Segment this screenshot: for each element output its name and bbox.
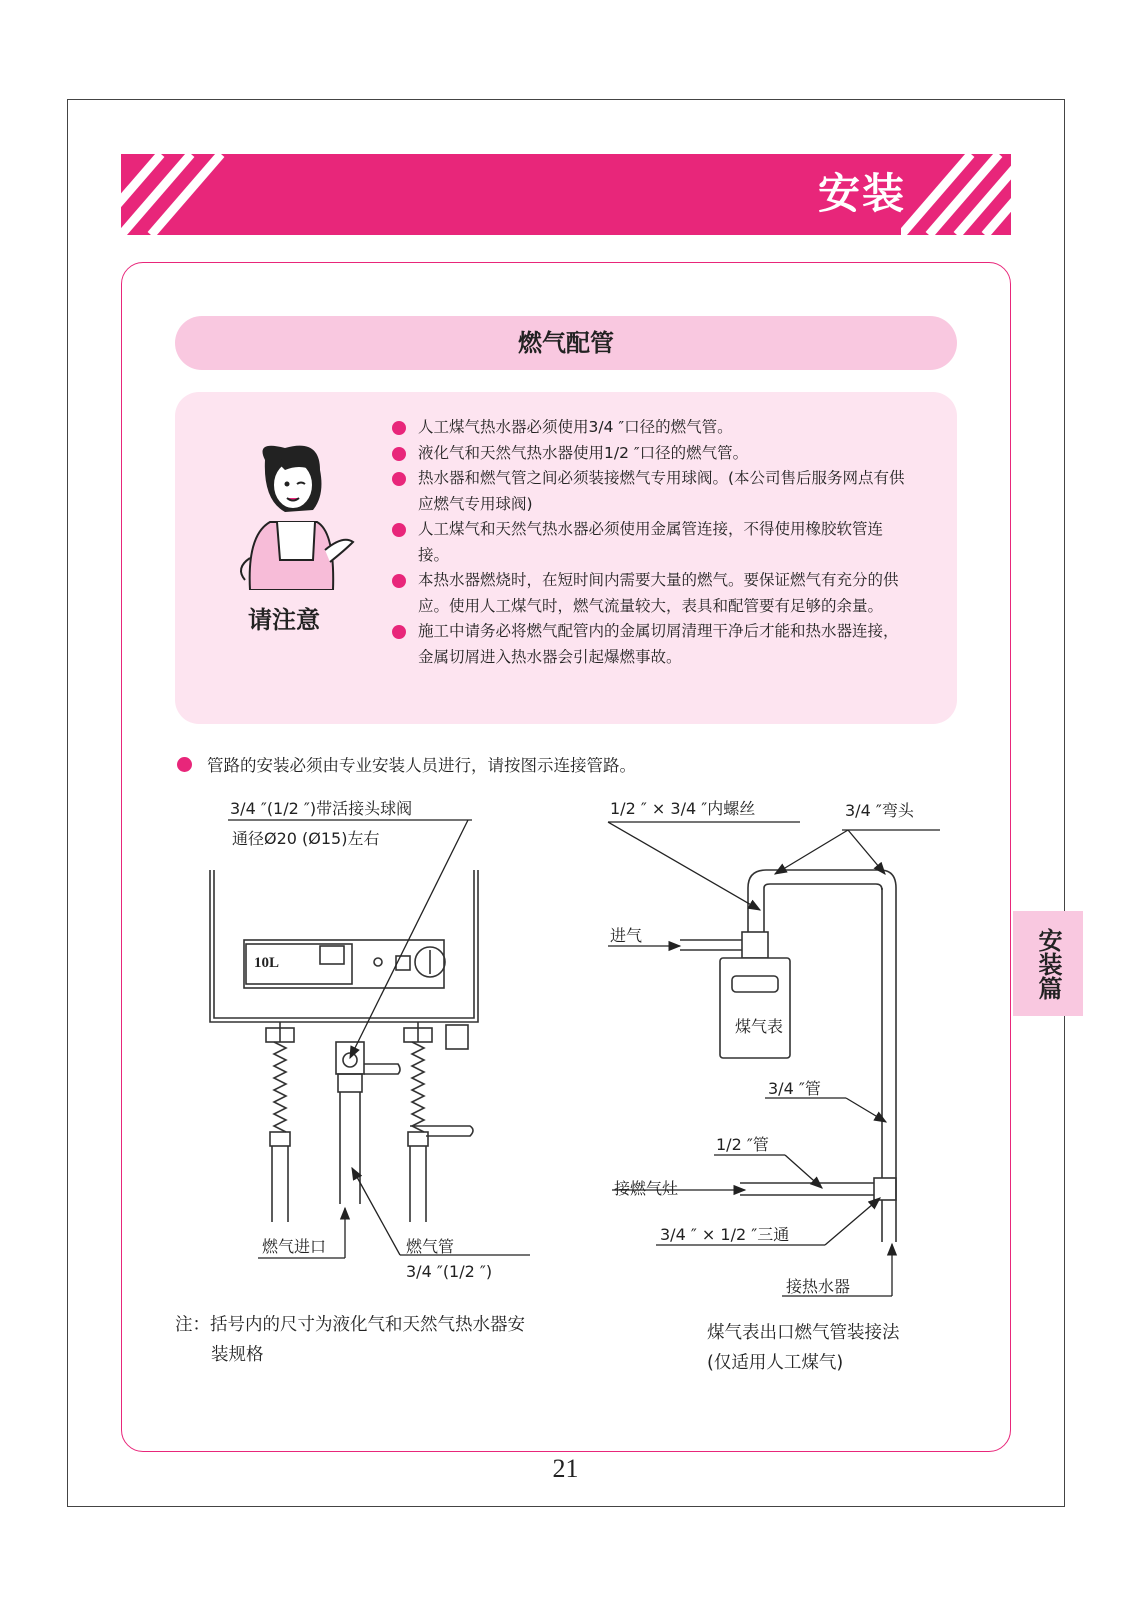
meter-label: 煤气表 (735, 1017, 784, 1036)
tee-label: 3/4 ″ × 1/2 ″三通 (660, 1225, 790, 1244)
diameter-label: 通径Ø20 (Ø15)左右 (232, 829, 380, 848)
elbow-label: 3/4 ″弯头 (845, 801, 914, 820)
notice-item: 人工煤气热水器必须使用3/4 ″口径的燃气管。 (392, 415, 912, 441)
section-title: 燃气配管 (175, 316, 957, 370)
side-tab: 安装篇 (1013, 911, 1083, 1016)
notice-item: 液化气和天然气热水器使用1/2 ″口径的燃气管。 (392, 441, 912, 467)
page-title: 安装 (817, 169, 906, 218)
gas-pipe-label: 燃气管 (406, 1237, 455, 1256)
gas-meter-drawing (680, 870, 896, 1242)
heater-connect-label: 接热水器 (786, 1277, 851, 1296)
gas-pipe-size-label: 3/4 ″(1/2 ″) (406, 1262, 493, 1281)
notice-item: 热水器和燃气管之间必须装接燃气专用球阀。(本公司售后服务网点有供应燃气专用球阀) (392, 466, 912, 517)
heater-badge: 10L (254, 955, 280, 971)
instruction: 管路的安装必须由专业安装人员进行，请按图示连接管路。 (175, 752, 636, 776)
notice-item: 本热水器燃烧时，在短时间内需要大量的燃气。要保证燃气有充分的供应。使用人工煤气时，燃气流量较大，表具和配管要有足够的余量。 (392, 568, 912, 619)
footnote: 注：括号内的尺寸为液化气和天然气热水器安 装规格 (175, 1315, 525, 1365)
page-number: 21 (552, 1454, 579, 1483)
inlet-label: 进气 (610, 926, 643, 945)
notice-item: 施工中请务必将燃气配管内的金属切屑清理干净后才能和热水器连接，金属切屑进入热水器会引起爆燃事故。 (392, 619, 912, 670)
notice-label: 请注意 (248, 606, 320, 634)
notice-item: 人工煤气和天然气热水器必须使用金属管连接，不得使用橡胶软管连接。 (392, 517, 912, 568)
thread-label: 1/2 ″ × 3/4 ″内螺丝 (610, 799, 756, 818)
pipe-12-label: 1/2 ″管 (716, 1135, 769, 1154)
diagram-caption: 煤气表出口燃气管装接法 (仅适用人工煤气) (707, 1323, 900, 1373)
stove-label: 接燃气灶 (614, 1179, 679, 1198)
gas-inlet-label: 燃气进口 (262, 1237, 327, 1256)
valve-label: 3/4 ″(1/2 ″)带活接头球阀 (230, 799, 413, 818)
pipe-34-label: 3/4 ″管 (768, 1079, 821, 1098)
water-heater-drawing (210, 870, 478, 1222)
